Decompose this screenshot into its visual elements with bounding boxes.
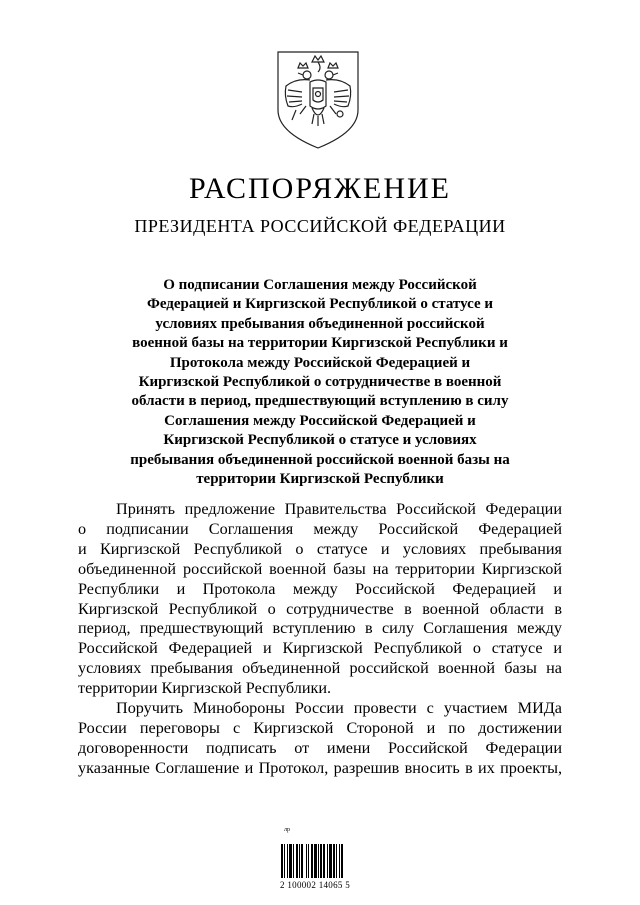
heading-line: Киргизской Республикой о статусе и условиях <box>163 432 477 449</box>
barcode-number: 2 100002 14065 5 <box>280 880 351 890</box>
handwritten-mark: лр <box>284 827 290 833</box>
barcode-block <box>280 826 370 892</box>
document-title: РАСПОРЯЖЕНИЕ <box>188 172 452 205</box>
body-line: условиях пребывания объединенной российской военной базы на <box>78 659 562 678</box>
document-heading <box>100 276 540 489</box>
body-line: Поручить Минобороны России провести с участием МИДа <box>116 699 562 718</box>
body-line: объединенной российской военной базы на территории Киргизской <box>78 559 562 578</box>
heading-line: Соглашения между Российской Федерацией и <box>164 412 476 429</box>
heading-line: О подписании Соглашения между Российской <box>163 277 477 293</box>
heading-line: Федерацией и Киргизской Республикой о статусе и <box>146 296 494 313</box>
heading-line: территории Киргизской Республики <box>196 471 444 488</box>
document-body <box>78 500 562 779</box>
body-line: договоренности подписать от имени Российской Федерации <box>78 738 562 757</box>
body-line: Российской Федерацией и Киргизской Республикой о статусе и <box>78 639 562 658</box>
document-subtitle: ПРЕЗИДЕНТА РОССИЙСКОЙ ФЕДЕРАЦИИ <box>134 216 506 236</box>
body-line: и Киргизской Республикой о статусе и условиях пребывания <box>78 539 562 558</box>
coat-of-arms-emblem <box>272 48 364 152</box>
body-line: Республики и Протокола между Российской Федерацией и <box>78 579 562 598</box>
body-line: о подписании Соглашения между Российской Федерацией <box>78 519 562 538</box>
body-line: Принять предложение Правительства Российской Федерации <box>116 500 562 518</box>
body-line: России переговоры с Киргизской Стороной и по достижении <box>78 718 562 737</box>
body-line: территории Киргизской Республики. <box>78 679 332 698</box>
heading-line: Киргизской Республикой о сотрудничестве в военной <box>138 374 502 391</box>
heading-line: пребывания объединенной российской военной базы на <box>130 451 510 468</box>
barcode <box>280 844 370 878</box>
body-line: период, предшествующий вступлению в силу Соглашения между <box>78 619 562 638</box>
heading-line: условиях пребывания объединенной российской <box>155 315 485 332</box>
body-line: Киргизской Республикой о сотрудничестве в военной области в <box>78 599 562 618</box>
body-line: указанные Соглашение и Протокол, разрешив вносить в их проекты, <box>78 758 562 777</box>
heading-line: военной базы на территории Киргизской Республики и <box>132 335 508 352</box>
heading-line: области в период, предшествующий вступлению в силу <box>131 393 509 410</box>
heading-line: Протокола между Российской Федерацией и <box>169 354 471 371</box>
